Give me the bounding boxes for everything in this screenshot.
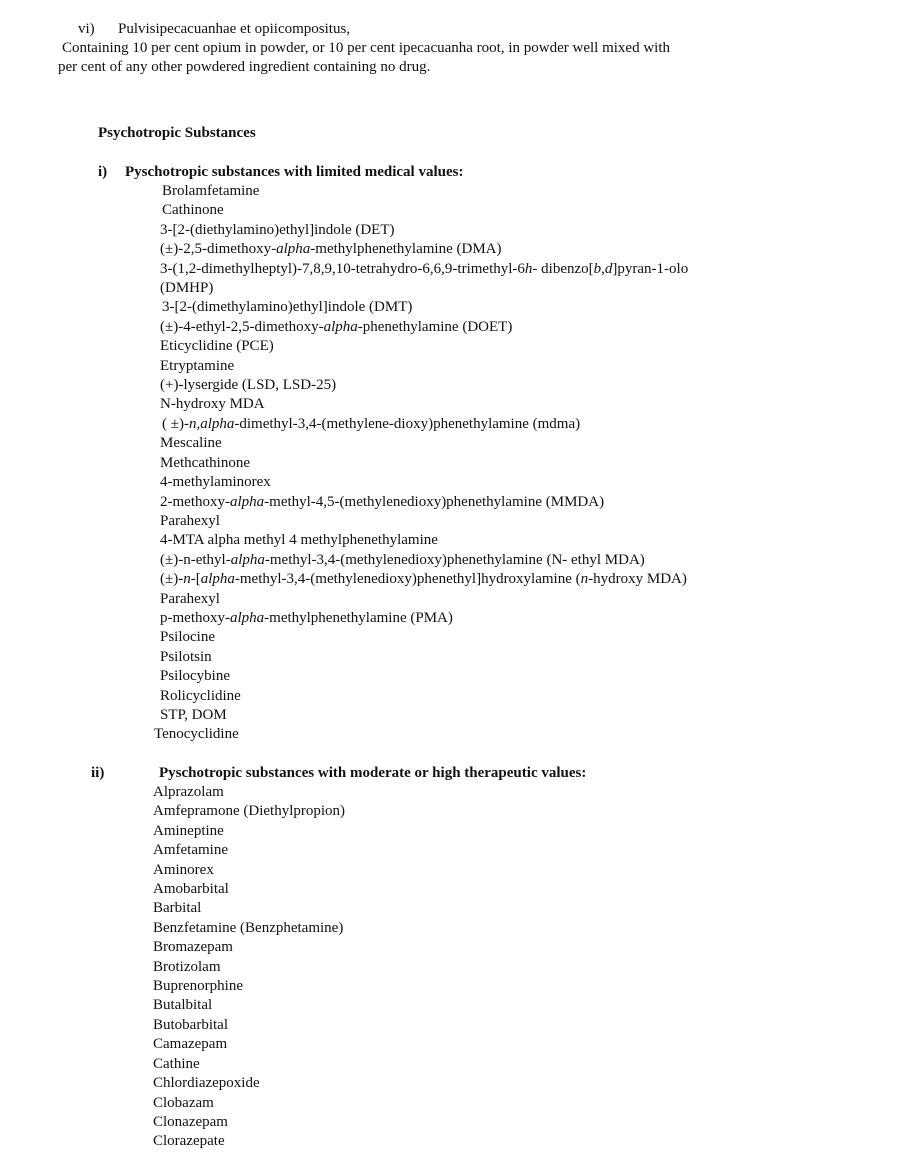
list-item [160,376,850,395]
italic-term: n [183,571,191,588]
item-text: Barbital [153,900,202,917]
item-text: Amineptine [153,822,224,839]
list-item [160,706,850,725]
list-item [160,628,850,647]
list-item [160,240,850,259]
item-text: Psilotsin [160,648,212,665]
item-text: Butobarbital [153,1016,228,1033]
list-item [153,880,345,899]
item-text: -methylphenethylamine (PMA) [264,609,453,626]
item-text: Parahexyl [160,512,220,529]
item-text: (DMHP) [160,280,214,297]
list-item [153,802,345,821]
item-text: -methyl-4,5-(methylenedioxy)phenethylamine (MMDA) [264,493,605,510]
list-item [153,996,345,1015]
item-text: Chlordiazepoxide [153,1075,260,1092]
list-item [160,648,850,667]
list-item [160,318,850,337]
list-item [153,1035,345,1054]
group2-heading-text: Pyschotropic substances with moderate or high therapeutic values: [159,765,587,781]
list-item [160,687,850,706]
item-text: (+)-lysergide (LSD, LSD-25) [160,377,337,394]
item-text: - dibenzo[ [532,260,594,277]
item-text: 4-methylaminorex [160,474,271,491]
intro-heading [78,20,350,39]
item-text: Camazepam [153,1036,228,1053]
italic-term: alpha [229,493,265,510]
item-text: ( ±)- [162,415,189,432]
list-item [160,434,850,453]
list-item [160,415,850,434]
group1-list [154,182,850,745]
list-item [160,473,850,492]
item-text: -methylphenethylamine (DMA) [310,241,502,258]
list-item [160,337,850,356]
item-text: (±)- [160,571,184,588]
group2-list [153,783,345,1152]
item-text: -hydroxy MDA) [588,571,687,588]
list-item [160,395,850,414]
list-item [160,570,850,589]
italic-term: h [524,260,533,277]
item-text: (±)-4-ethyl-2,5-dimethoxy- [160,318,324,335]
list-item [160,221,850,240]
group1-number: i) [98,164,108,180]
list-item [153,1016,345,1035]
item-text: Bromazepam [153,939,233,956]
item-text: p-methoxy- [160,609,230,626]
item-text: Psilocybine [160,668,230,685]
item-text: Mescaline [160,435,222,452]
list-item [154,725,850,744]
list-item [153,958,345,977]
item-text: 4-MTA alpha methyl 4 methylphenethylamine [160,532,438,549]
item-text: Tenocyclidine [154,726,239,743]
list-item [160,182,850,201]
list-item [153,1113,345,1132]
list-item [160,531,850,550]
item-text: -[ [190,571,201,588]
list-item [153,1055,345,1074]
item-text: Etryptamine [160,357,235,374]
list-item [153,783,345,802]
group2-number: ii) [91,765,105,781]
list-item [160,667,850,686]
item-text: -dimethyl-3,4-(methylene-dioxy)phenethylamine (mdma) [234,415,581,432]
item-text: Clobazam [153,1094,214,1111]
italic-term: alpha [229,609,265,626]
list-item [160,454,850,473]
list-item [160,512,850,531]
item-text: Brolamfetamine [162,183,260,199]
item-text: (±)-2,5-dimethoxy- [160,241,277,258]
italic-term: b,d [593,260,613,277]
intro-title: Pulvisipecacuanhae et opiicompositus, [118,21,351,37]
list-item [160,357,850,376]
item-text: (±)-n-ethyl- [160,551,231,568]
italic-term: n,alpha [188,415,235,432]
list-item [160,279,850,298]
item-text: -methyl-3,4-(methylenedioxy)phenethylamine (N- ethyl MDA) [264,551,645,568]
item-text: Amobarbital [153,881,229,898]
italic-term: alpha [323,318,358,335]
group1-heading-text: Pyschotropic substances with limited medical values: [125,164,464,180]
item-text: N-hydroxy MDA [160,396,265,413]
item-text: Amfepramone (Diethylpropion) [153,803,346,820]
list-item [160,609,850,628]
item-text: Rolicyclidine [160,687,241,704]
group2-heading [91,764,586,783]
item-text: 3-(1,2-dimethylheptyl)-7,8,9,10-tetrahydro-6,6,9-trimethyl-6 [160,260,525,277]
item-text: STP, DOM [160,706,227,723]
item-text: Clorazepate [153,1133,225,1150]
intro-paragraph [58,39,842,78]
item-text: Cathinone [162,202,224,219]
item-text: Brotizolam [153,958,221,975]
list-item [160,260,850,279]
italic-term: alpha [230,551,265,568]
item-text: -methyl-3,4-(methylenedioxy)phenethyl]hydroxylamine ( [234,571,581,588]
list-item [153,938,345,957]
list-item [153,841,345,860]
list-item [160,298,850,317]
item-text: Aminorex [153,861,214,878]
group1-heading [98,163,463,182]
italic-term: alpha [276,241,311,258]
item-text: Benzfetamine (Benzphetamine) [153,919,344,936]
list-item [153,1094,345,1113]
list-item [153,1132,345,1151]
list-item [153,977,345,996]
intro-number: vi) [78,21,95,37]
intro-line-1: Containing 10 per cent opium in powder, or 10 per cent ipecacuanha root, in powder well mixed with [62,40,670,56]
item-text: Parahexyl [160,590,220,607]
item-text: Buprenorphine [153,978,243,995]
list-item [160,493,850,512]
item-text: 3-[2-(dimethylamino)ethyl]indole (DMT) [162,299,413,316]
item-text: Amfetamine [153,842,228,859]
item-text: -phenethylamine (DOET) [357,318,513,335]
list-item [160,551,850,570]
item-text: Eticyclidine (PCE) [160,338,274,355]
item-text: 3-[2-(diethylamino)ethyl]indole (DET) [160,221,395,238]
item-text: Clonazepam [153,1113,228,1130]
item-text: Cathine [153,1055,200,1072]
list-item [160,590,850,609]
italic-term: alpha [200,571,235,588]
list-item [160,201,850,220]
item-text: Psilocine [160,629,215,646]
list-item [153,919,345,938]
list-item [153,822,345,841]
item-text: Alprazolam [153,784,224,800]
intro-line-2: per cent of any other powdered ingredient containing no drug. [58,59,431,76]
item-text: ]pyran-1-olo [612,260,689,277]
list-item [153,1074,345,1093]
item-text: Butalbital [153,997,213,1014]
item-text: Methcathinone [160,454,250,471]
list-item [153,899,345,918]
item-text: 2-methoxy- [160,493,230,510]
section-heading: Psychotropic Substances [98,125,256,141]
italic-term: n [580,571,589,588]
list-item [153,861,345,880]
